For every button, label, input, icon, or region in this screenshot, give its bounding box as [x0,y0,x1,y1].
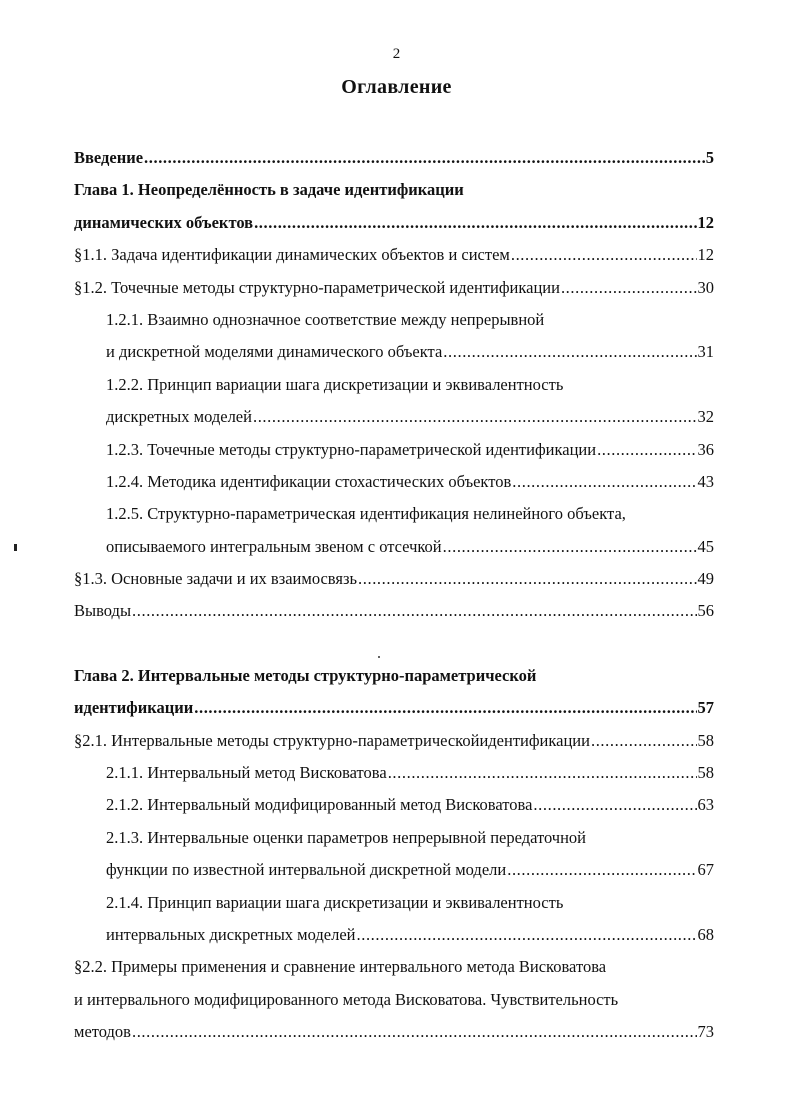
toc-page-number: 63 [697,795,714,815]
table-of-contents [74,142,714,1049]
toc-entry-2-1-2[interactable] [74,789,714,821]
toc-entry-text: 1.2.4. Методика идентификации стохастических объектов [106,471,512,491]
dot-leader [561,272,697,304]
toc-page-number: 58 [697,730,714,750]
dot-leader [443,531,697,563]
dot-leader [507,854,696,886]
toc-entry-text: динамических объектов [74,212,254,232]
toc-page-number: 45 [697,536,714,556]
toc-entry-section-1-3[interactable] [74,563,714,595]
toc-entry-text: Глава 1. Неопределённость в задаче идентификации [74,180,464,200]
toc-page-number: 36 [697,439,714,459]
toc-entry-section-2-2-line-2[interactable] [74,984,714,1016]
toc-entry-text: 2.1.4. Принцип вариации шага дискретизации и эквивалентность [106,892,564,912]
toc-entry-text: §2.1. Интервальные методы структурно-параметрическойидентификации [74,730,590,750]
toc-entry-2-1-4[interactable] [74,919,714,951]
toc-entry-section-2-1[interactable] [74,725,714,757]
toc-page-number: 57 [697,698,714,718]
page-number: 2 [392,46,401,62]
toc-page-number: 49 [697,569,714,589]
toc-entry-text: методов [74,1022,131,1042]
toc-page-number: 5 [705,148,714,167]
dot-leader [254,207,696,239]
toc-entry-text: дискретных моделей [106,407,252,427]
toc-entry-chapter-1-line-1[interactable] [74,174,714,206]
toc-entry-text: 2.1.2. Интервальный модифицированный метод Висковатова [106,795,533,815]
toc-page-number: 12 [697,245,714,265]
dot-leader [132,595,696,627]
toc-entry-text: §2.2. Примеры применения и сравнение интервального метода Висковатова [74,957,607,977]
dot-leader [253,401,697,433]
toc-entry-1-2-1-line-1[interactable] [74,304,714,336]
toc-entry-text: §1.1. Задача идентификации динамических объектов и систем [74,245,510,265]
dot-leader [597,434,696,466]
toc-page-number: 31 [697,342,714,362]
toc-page-number: 32 [697,407,714,427]
toc-entry-1-2-5[interactable] [74,531,714,563]
dot-leader [194,692,696,724]
toc-entry-1-2-4[interactable] [74,466,714,498]
toc-page-number: 56 [697,601,714,621]
toc-entry-1-2-3[interactable] [74,434,714,466]
dot-leader [591,725,697,757]
toc-entry-section-2-2-line-1[interactable] [74,951,714,983]
dot-leader [357,919,697,951]
toc-entry-section-1-2[interactable] [74,272,714,304]
dot-leader [533,789,696,821]
toc-entry-chapter-1[interactable] [74,207,714,239]
toc-entry-chapter-2-line-1[interactable] [74,660,714,692]
toc-page-number: 68 [697,924,714,944]
toc-entry-text: описываемого интегральным звеном с отсечкой [106,536,442,556]
toc-entry-text: и дискретной моделями динамического объекта [106,342,443,362]
toc-entry-text: 1.2.1. Взаимно однозначное соответствие между непрерывной [106,309,545,329]
toc-entry-text: Глава 2. Интервальные методы структурно-параметрической [74,665,537,685]
dot-leader [144,142,705,174]
toc-entry-2-1-4-line-1[interactable] [74,887,714,919]
toc-entry-text: интервальных дискретных моделей [106,924,356,944]
dot-leader [443,336,696,368]
toc-entry-text: идентификации [74,698,194,718]
toc-entry-text: и интервального модифицированного метода Висковатова. Чувствительность [74,989,619,1009]
toc-entry-text: 2.1.3. Интервальные оценки параметров непрерывной передаточной [106,827,587,847]
toc-entry-text: §1.2. Точечные методы структурно-параметрической идентификации [74,277,560,297]
chapter-gap [74,628,714,660]
toc-entry-text: Выводы [74,601,132,621]
toc-entry-text: §1.3. Основные задачи и их взаимосвязь [74,569,358,589]
toc-entry-text: 1.2.2. Принцип вариации шага дискретизации и эквивалентность [106,374,564,394]
toc-entry-conclusions[interactable] [74,595,714,627]
scan-dot [378,656,380,658]
toc-entry-1-2-2-line-1[interactable] [74,369,714,401]
dot-leader [132,1016,697,1048]
toc-page-number: 67 [697,860,714,880]
toc-entry-2-1-1[interactable] [74,757,714,789]
toc-entry-text: 1.2.3. Точечные методы структурно-параметрической идентификации [106,439,597,459]
toc-page-number: 43 [697,471,714,491]
toc-entry-1-2-5-line-1[interactable] [74,498,714,530]
dot-leader [511,239,697,271]
toc-entry-chapter-2[interactable] [74,692,714,724]
dot-leader [388,757,697,789]
toc-entry-text: 1.2.5. Структурно-параметрическая идентификация нелинейного объекта, [106,504,626,524]
toc-entry-1-2-2[interactable] [74,401,714,433]
dot-leader [358,563,696,595]
toc-entry-text: 2.1.1. Интервальный метод Висковатова [106,763,387,783]
toc-page-number: 30 [697,277,714,297]
toc-entry-section-2-2[interactable] [74,1016,714,1048]
toc-entry-1-2-1[interactable] [74,336,714,368]
toc-entry-section-1-1[interactable] [74,239,714,271]
toc-entry-2-1-3[interactable] [74,854,714,886]
toc-entry-text: Введение [74,148,144,167]
toc-entry-text: функции по известной интервальной дискретной модели [106,860,507,880]
toc-entry-introduction[interactable] [74,142,714,174]
toc-entry-2-1-3-line-1[interactable] [74,822,714,854]
page-title: Оглавление [341,76,452,98]
scan-mark [14,544,17,551]
toc-page-number: 12 [697,212,714,232]
toc-page-number: 73 [697,1022,714,1042]
toc-page-number: 58 [697,763,714,783]
dot-leader [512,466,696,498]
